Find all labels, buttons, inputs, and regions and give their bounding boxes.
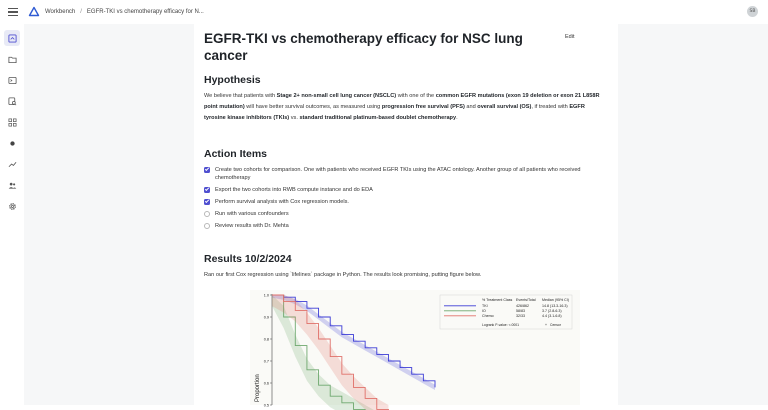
legend-header: % Treatment Class (482, 298, 513, 302)
terminal-icon (8, 76, 17, 85)
sidebar-item-apps[interactable] (4, 114, 20, 130)
results-heading: Results 10/2/2024 (204, 253, 292, 265)
menu-icon[interactable] (8, 8, 18, 16)
checkbox-unchecked[interactable] (204, 211, 210, 217)
checkbox-unchecked[interactable] (204, 223, 210, 229)
legend-name-tki: TKI (482, 304, 488, 308)
legend-name-io: IO (482, 309, 486, 313)
legend-events-tki: 426/862 (516, 304, 529, 308)
checkbox-checked[interactable] (204, 199, 210, 205)
legend-events-chemo: 32/33 (516, 314, 525, 318)
document (194, 24, 618, 408)
legend-footer: Logrank P-value: <.0001 (482, 323, 520, 327)
sidebar-item-people[interactable] (4, 177, 20, 193)
breadcrumb-workbench[interactable]: Workbench (45, 9, 76, 15)
workbench-logo-icon[interactable] (28, 6, 40, 18)
legend-median-io: 3.7 (2.8-6.3) (542, 309, 562, 313)
list-item: Review results with Dr. Mehta (204, 222, 604, 230)
top-bar (0, 0, 768, 24)
legend-median-tki: 14.8 (13.3-16.3) (542, 304, 568, 308)
sidebar (0, 24, 24, 405)
y-tick-label: 0.5 (263, 403, 269, 408)
data-search-icon (8, 97, 17, 106)
page-title: EGFR-TKI vs chemotherapy efficacy for NSC lung cancer (204, 31, 523, 63)
people-icon (8, 181, 17, 190)
sidebar-item-status[interactable] (4, 135, 20, 151)
legend-median-chemo: 4.4 (3.1-6.8) (542, 314, 562, 318)
gear-icon (8, 202, 17, 211)
list-item: Create two cohorts for comparison. One with patients who received EGFR TKIs using the ATAC ontology. Another group of all patients who received chemotherapy (204, 166, 604, 182)
y-tick-label: 0.9 (263, 315, 269, 320)
y-axis-label: Proportion (255, 374, 261, 402)
legend-censor-label: Censor (550, 323, 561, 327)
legend-col-median: Median (95% CI) (542, 298, 569, 302)
sidebar-item-search-data[interactable] (4, 93, 20, 109)
apps-grid-icon (8, 118, 17, 127)
survival-chart (250, 290, 580, 408)
action-items-list (204, 166, 604, 234)
breadcrumb-current-page: EGFR-TKI vs chemotherapy efficacy for N... (86, 9, 204, 15)
edit-button[interactable]: Edit (561, 32, 578, 42)
list-item: Export the two cohorts into RWB compute instance and do EDA (204, 186, 604, 194)
legend (440, 295, 572, 329)
checkbox-checked[interactable] (204, 187, 210, 193)
y-tick-label: 0.7 (263, 359, 269, 364)
hypothesis-heading: Hypothesis (204, 74, 261, 86)
legend-name-chemo: Chemo (482, 314, 494, 318)
sidebar-item-terminal[interactable] (4, 72, 20, 88)
sidebar-item-activity[interactable] (4, 156, 20, 172)
folder-icon (8, 55, 17, 64)
checkbox-checked[interactable] (204, 167, 210, 173)
y-tick-label: 0.8 (263, 337, 269, 342)
avatar[interactable]: SB (747, 6, 758, 17)
sidebar-item-files[interactable] (4, 51, 20, 67)
hypothesis-text: We believe that patients with Stage 2+ non-small cell lung cancer (NSCLC) with one of the common EGFR mutations (exon 19 deletion or exon 21 L858R point mutation) will have better survival outcomes, as measured using progression free survival (PFS) and overall survival (OS), if treated with EGFR tyrosine kinase inhibitors (TKIs) vs. standard traditional platinum-based doublet chemotherapy. (204, 93, 600, 121)
list-item: Perform survival analysis with Cox regression models. (204, 198, 604, 206)
dot-icon (8, 139, 17, 148)
legend-events-io: 58/83 (516, 309, 525, 313)
survival-figure (250, 290, 580, 408)
notebook-icon (8, 34, 17, 43)
results-text: Ran our first Cox regression using `lifelines` package in Python. The results look promising, putting figure below. (204, 272, 482, 278)
y-tick-label: 1.0 (263, 293, 269, 298)
sidebar-item-notes[interactable] (4, 30, 20, 46)
legend-col-events: Events/Total (516, 298, 536, 302)
list-item: Run with various confounders (204, 210, 604, 218)
y-tick-label: 0.6 (263, 381, 269, 386)
trend-icon (8, 160, 17, 169)
action-items-heading: Action Items (204, 148, 268, 160)
censor-marker: + (545, 323, 547, 327)
breadcrumb-separator: / (80, 9, 82, 15)
content-area (24, 24, 768, 408)
sidebar-item-settings[interactable] (4, 198, 20, 214)
